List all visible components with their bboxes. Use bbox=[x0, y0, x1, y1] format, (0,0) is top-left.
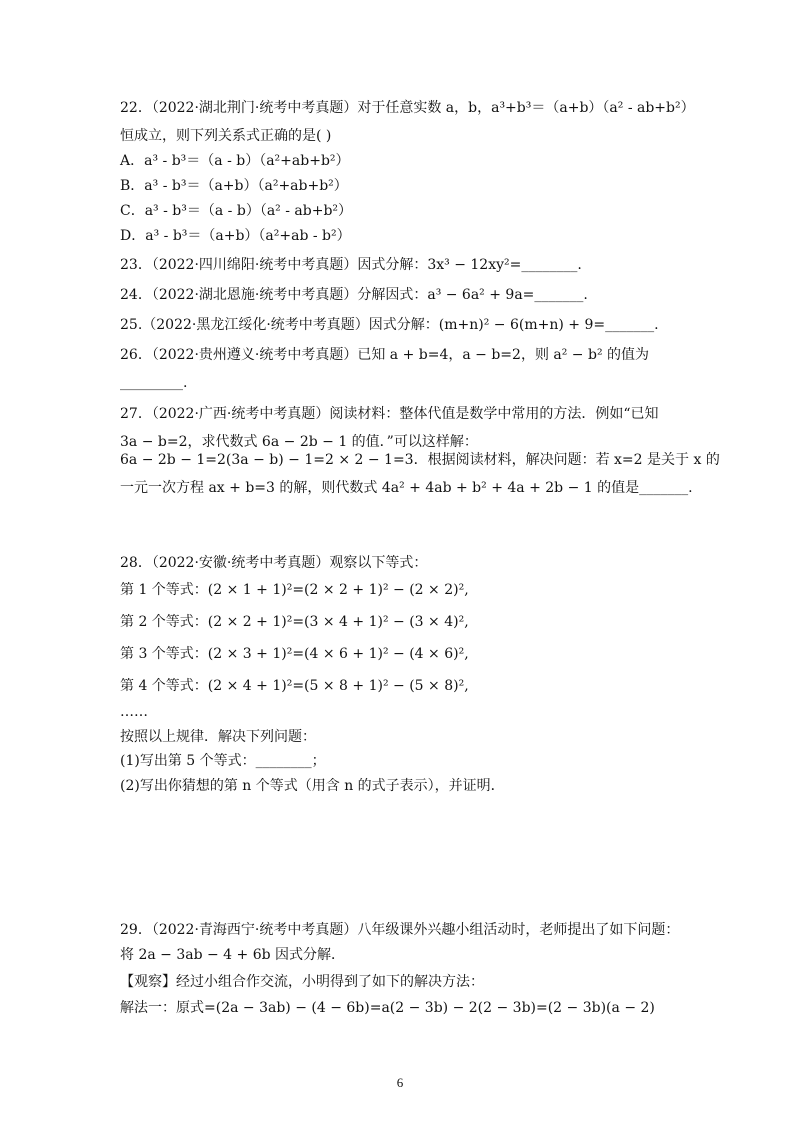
q28-part-1: (1)写出第 5 个等式：________； bbox=[120, 753, 326, 769]
q28-equation-4: 第 4 个等式：(2 × 4 + 1)²=(5 × 8 + 1)² − (5 × 8)², bbox=[120, 678, 469, 694]
q26-line1: 26．（2022·贵州遵义·统考中考真题）已知 a + b=4，a − b=2，则 a² − b² 的值为 bbox=[120, 347, 650, 363]
q28-equation-3: 第 3 个等式：(2 × 3 + 1)²=(4 × 6 + 1)² − (4 × 6)², bbox=[120, 646, 469, 662]
q22-option-d: D．a³ - b³＝（a+b）（a²+ab - b²） bbox=[120, 228, 351, 244]
q22-option-c: C．a³ - b³＝（a - b）（a² - ab+b²） bbox=[120, 203, 353, 219]
q28-rule: 按照以上规律．解决下列问题： bbox=[120, 729, 316, 745]
q22-stem-line1: 22．（2022·湖北荆门·统考中考真题）对于任意实数 a，b，a³+b³＝（a+b）（a² - ab+b²） bbox=[120, 100, 695, 116]
q28-equation-1: 第 1 个等式：(2 × 1 + 1)²=(2 × 2 + 1)² − (2 × 2)², bbox=[120, 582, 469, 598]
q22-stem-line2: 恒成立，则下列关系式正确的是( ) bbox=[120, 128, 332, 144]
q29-line1: 29．（2022·青海西宁·统考中考真题）八年级课外兴趣小组活动时，老师提出了如下问题： bbox=[120, 922, 680, 938]
q22-option-a: A．a³ - b³＝（a - b）（a²+ab+b²） bbox=[120, 153, 350, 169]
q24: 24．（2022·湖北恩施·统考中考真题）分解因式：a³ − 6a² + 9a=_______. bbox=[120, 287, 588, 303]
q27-line3: 6a − 2b − 1=2(3a − b) − 1=2 × 2 − 1=3．根据阅读材料，解决问题：若 x=2 是关于 x 的 bbox=[120, 452, 720, 468]
q28-stem: 28．（2022·安徽·统考中考真题）观察以下等式： bbox=[120, 555, 428, 571]
q27-line2: 3a − b=2，求代数式 6a − 2b − 1 的值．”可以这样解： bbox=[120, 434, 478, 450]
q29-line4: 解法一：原式=(2a − 3ab) − (4 − 6b)=a(2 − 3b) − 2(2 − 3b)=(2 − 3b)(a − 2) bbox=[120, 1000, 655, 1016]
q23: 23．（2022·四川绵阳·统考中考真题）因式分解：3x³ − 12xy²=________. bbox=[120, 257, 582, 273]
q28-ellipsis: …… bbox=[120, 704, 148, 720]
q29-line3: 【观察】经过小组合作交流，小明得到了如下的解决方法： bbox=[120, 974, 484, 990]
q28-part-2: (2)写出你猜想的第 n 个等式（用含 n 的式子表示），并证明． bbox=[120, 778, 505, 794]
q28-equation-2: 第 2 个等式：(2 × 2 + 1)²=(3 × 4 + 1)² − (3 × 4)², bbox=[120, 614, 469, 630]
q22-option-b: B．a³ - b³＝（a+b）（a²+ab+b²） bbox=[120, 178, 348, 194]
q29-line2: 将 2a − 3ab − 4 + 6b 因式分解． bbox=[120, 947, 346, 963]
q27-line1: 27．（2022·广西·统考中考真题）阅读材料：整体代值是数学中常用的方法．例如“已知 bbox=[120, 406, 659, 422]
page-number: 6 bbox=[396, 1075, 404, 1090]
q27-line4: 一元一次方程 ax + b=3 的解，则代数式 4a² + 4ab + b² + 4a + 2b − 1 的值是_______. bbox=[120, 480, 693, 496]
q25: 25.（2022·黑龙江绥化·统考中考真题）因式分解：(m+n)² − 6(m+n) + 9=_______. bbox=[120, 317, 659, 333]
q26-line2: _________. bbox=[120, 375, 188, 391]
